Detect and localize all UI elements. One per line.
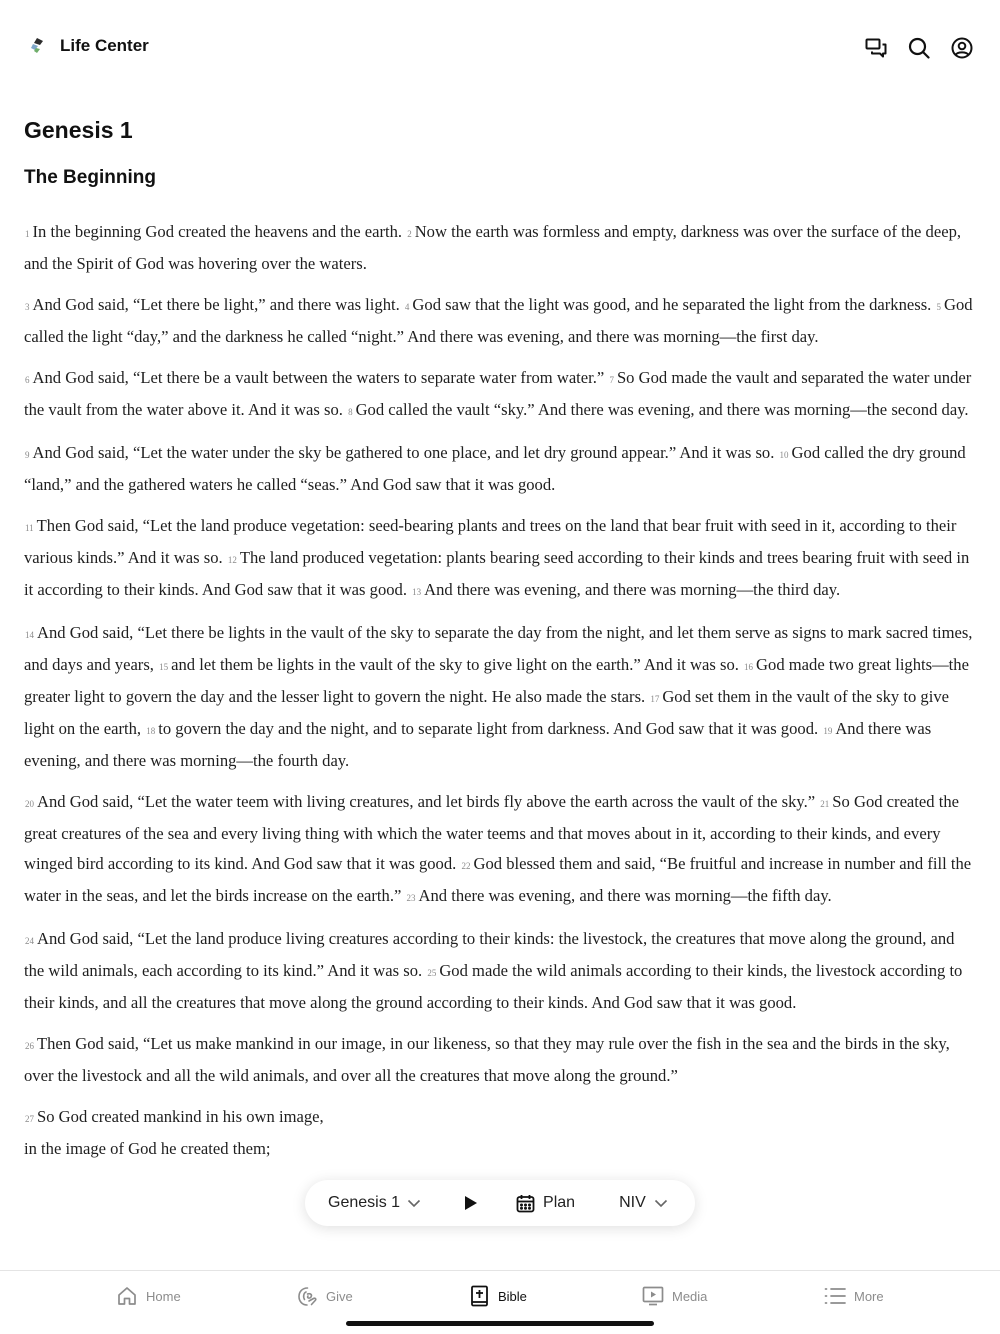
bible-icon bbox=[468, 1285, 490, 1307]
verse-paragraph bbox=[24, 618, 978, 776]
tab-label: Media bbox=[672, 1288, 708, 1304]
verse[interactable] bbox=[24, 443, 774, 462]
verse-paragraphs bbox=[24, 217, 978, 1091]
verse-text: In the beginning God created the heavens and the earth. bbox=[32, 222, 403, 241]
verse-paragraph bbox=[24, 217, 978, 279]
verse-paragraph bbox=[24, 363, 978, 427]
version-selector[interactable] bbox=[619, 1194, 668, 1212]
verse-paragraph bbox=[24, 290, 978, 352]
verse-text: So God created mankind in his own image, bbox=[37, 1107, 324, 1126]
verse-paragraph bbox=[24, 438, 978, 500]
home-icon bbox=[116, 1285, 138, 1307]
verse-number: 22 bbox=[461, 861, 471, 871]
verse-text: God made the wild animals according to their kinds, the livestock according to their kinds, and all the creatures that move along the ground according to their kinds. And God saw that it was good. bbox=[24, 961, 963, 1012]
app-header bbox=[0, 0, 1000, 96]
verse-text: in the image of God he created them; bbox=[24, 1139, 271, 1158]
verse[interactable] bbox=[145, 719, 818, 738]
verse-text: So God created the great creatures of the sea and every living thing with which the water teems and that moves about in it, according to their kinds, and every winged bird according to its kind. And God saw that it was good. bbox=[24, 792, 959, 873]
verse-number: 2 bbox=[407, 229, 412, 239]
tab-media[interactable] bbox=[642, 1285, 707, 1307]
verse-number: 3 bbox=[25, 302, 30, 312]
chapter-selector-label: Genesis 1 bbox=[328, 1194, 401, 1211]
verse[interactable] bbox=[24, 792, 815, 811]
verse-number: 21 bbox=[820, 799, 830, 809]
verse-number: 12 bbox=[227, 555, 237, 565]
tab-label: Bible bbox=[498, 1288, 527, 1304]
plan-label: Plan bbox=[543, 1194, 576, 1211]
verse[interactable] bbox=[411, 580, 840, 599]
poem-line[interactable] bbox=[24, 1134, 978, 1164]
verse-number: 11 bbox=[25, 523, 34, 533]
verse-number: 4 bbox=[404, 302, 410, 312]
verse-number: 17 bbox=[650, 694, 660, 704]
verse-number: 16 bbox=[744, 662, 754, 672]
brand-name: Life Center bbox=[60, 36, 149, 55]
tab-give[interactable] bbox=[296, 1285, 353, 1307]
verse-text: And God said, “Let there be lights in the vault of the sky to separate the day from the night, and let them serve as signs to mark sacred times, and days and years, bbox=[24, 623, 973, 674]
poem-line[interactable] bbox=[24, 1102, 978, 1134]
verse[interactable] bbox=[24, 368, 604, 387]
tab-bible[interactable] bbox=[468, 1285, 527, 1307]
verse-text: to govern the day and the night, and to separate light from darkness. And God saw that it was good. bbox=[158, 719, 819, 738]
verse-paragraph bbox=[24, 787, 978, 913]
verse-number: 9 bbox=[25, 450, 30, 460]
tab-label: Give bbox=[326, 1288, 353, 1304]
verse-number: 8 bbox=[348, 407, 353, 417]
verse-text: God made two great lights—the greater light to govern the day and the lesser light to govern the night. He also made the stars. bbox=[24, 655, 969, 706]
verse-number: 14 bbox=[25, 630, 34, 640]
account-icon[interactable] bbox=[950, 36, 974, 60]
play-icon bbox=[464, 1195, 478, 1211]
verse-text: And there was evening, and there was morning—the fourth day. bbox=[24, 719, 932, 770]
verse-text: The land produced vegetation: plants bearing seed according to their kinds and trees bearing fruit with seed in it according to their kinds. And God saw that it was good. bbox=[24, 548, 970, 599]
verse-text: God called the vault “sky.” And there was evening, and there was morning—the second day. bbox=[355, 400, 969, 419]
verse-number: 6 bbox=[25, 375, 30, 385]
verse-paragraph bbox=[24, 511, 978, 607]
verse-number: 10 bbox=[779, 450, 789, 460]
verse-number: 24 bbox=[25, 936, 34, 946]
verse-paragraph bbox=[24, 924, 978, 1018]
verse-text: Then God said, “Let the land produce vegetation: seed-bearing plants and trees on the land that bear fruit with seed in it, according to their various kinds.” And it was so. bbox=[24, 516, 957, 567]
verse-paragraph bbox=[24, 1029, 978, 1091]
poem-block bbox=[24, 1102, 978, 1164]
verse-number: 27 bbox=[25, 1114, 34, 1124]
verse-text: So God made the vault and separated the water under the vault from the water above it. And it was so. bbox=[24, 368, 972, 419]
chevron-down-icon bbox=[654, 1199, 668, 1208]
verse-text: And there was evening, and there was morning—the fifth day. bbox=[418, 886, 832, 905]
verse-text: And there was evening, and there was morning—the third day. bbox=[424, 580, 841, 599]
verse[interactable] bbox=[347, 400, 969, 419]
verse-number: 26 bbox=[25, 1041, 34, 1051]
verse-text: And God said, “Let the land produce living creatures according to their kinds: the livestock, the creatures that move along the ground, and the wild animals, each according to its kind.” And it was so. bbox=[24, 929, 955, 980]
verse-text: God called the dry ground “land,” and the gathered waters he called “seas.” And God saw that it was good. bbox=[24, 443, 966, 494]
chapter-title: Genesis 1 bbox=[24, 117, 133, 143]
verse-number: 5 bbox=[936, 302, 941, 312]
verse-number: 19 bbox=[823, 726, 833, 736]
chevron-down-icon bbox=[407, 1199, 421, 1208]
chapter-selector[interactable] bbox=[328, 1194, 421, 1212]
version-label: NIV bbox=[619, 1194, 646, 1211]
verse-text: And God said, “Let the water teem with living creatures, and let birds fly above the earth across the vault of the sky.” bbox=[37, 792, 816, 811]
verse[interactable] bbox=[158, 655, 739, 674]
section-title: The Beginning bbox=[24, 167, 156, 188]
verse-text: And God said, “Let there be light,” and there was light. bbox=[32, 295, 400, 314]
brand[interactable] bbox=[28, 36, 149, 56]
verse[interactable] bbox=[24, 222, 402, 241]
verse-number: 1 bbox=[25, 229, 30, 239]
plan-button[interactable] bbox=[516, 1194, 575, 1213]
verse-text: Then God said, “Let us make mankind in our image, in our likeness, so that they may rule over the fish in the sea and the birds in the sky, over the livestock and all the wild animals, and over all the creatures that move along the ground.” bbox=[24, 1034, 950, 1085]
media-icon bbox=[642, 1285, 664, 1307]
verse-text: And God said, “Let the water under the sky be gathered to one place, and let dry ground appear.” And it was so. bbox=[32, 443, 775, 462]
verse-number: 25 bbox=[427, 968, 437, 978]
verse-number: 23 bbox=[406, 893, 416, 903]
verse[interactable] bbox=[404, 295, 931, 314]
verse-text: God called the light “day,” and the darkness he called “night.” And there was evening, and there was morning—the first day. bbox=[24, 295, 973, 346]
header-actions bbox=[845, 36, 974, 60]
verse[interactable] bbox=[24, 1034, 950, 1085]
play-button[interactable] bbox=[464, 1195, 478, 1211]
brand-logo-icon bbox=[28, 36, 46, 56]
verse-text: And God said, “Let there be a vault between the waters to separate water from water.” bbox=[32, 368, 605, 387]
give-icon bbox=[296, 1285, 318, 1307]
tab-label: Home bbox=[146, 1288, 181, 1304]
verse[interactable] bbox=[406, 886, 832, 905]
home-indicator[interactable] bbox=[346, 1321, 654, 1326]
verse-text: and let them be lights in the vault of the sky to give light on the earth.” And it was so. bbox=[171, 655, 739, 674]
chat-icon[interactable] bbox=[864, 36, 888, 60]
search-icon[interactable] bbox=[907, 36, 931, 60]
verse-text: God set them in the vault of the sky to give light on the earth, bbox=[24, 687, 949, 738]
calendar-icon bbox=[516, 1194, 535, 1213]
verse-number: 13 bbox=[412, 587, 422, 597]
verse-text: God saw that the light was good, and he separated the light from the darkness. bbox=[412, 295, 932, 314]
more-list-icon bbox=[824, 1285, 846, 1307]
verse-text: God blessed them and said, “Be fruitful and increase in number and fill the water in the seas, and let the birds increase on the earth.” bbox=[24, 854, 972, 905]
tab-home[interactable] bbox=[116, 1285, 181, 1307]
verse-number: 20 bbox=[25, 799, 34, 809]
verse-number: 18 bbox=[146, 726, 156, 736]
verse[interactable] bbox=[24, 295, 400, 314]
verse-text: Now the earth was formless and empty, darkness was over the surface of the deep, and the Spirit of God was hovering over the waters. bbox=[24, 222, 962, 273]
tab-more[interactable] bbox=[824, 1285, 884, 1307]
scripture-content[interactable] bbox=[24, 112, 978, 1270]
tab-label: More bbox=[854, 1288, 884, 1304]
verse-number: 7 bbox=[609, 375, 614, 385]
reader-control-bar bbox=[305, 1180, 695, 1226]
verse-number: 15 bbox=[159, 662, 169, 672]
